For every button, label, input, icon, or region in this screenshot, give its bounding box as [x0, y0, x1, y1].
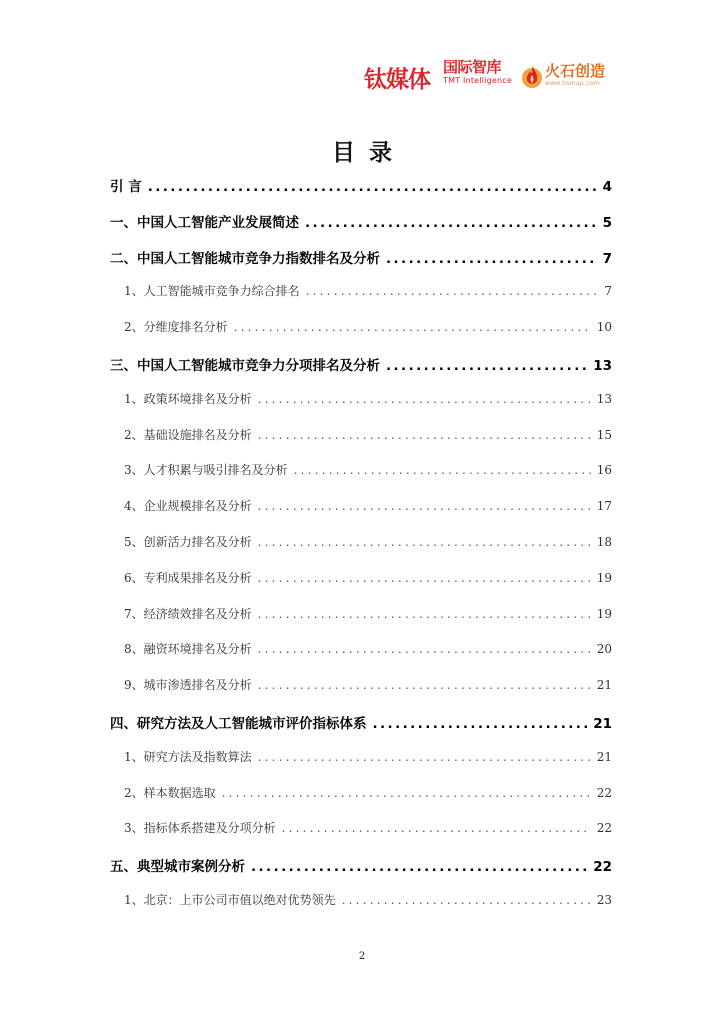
toc-page-number: 22 [593, 859, 612, 876]
page-number: 2 [358, 951, 366, 962]
toc-leader-dots [258, 678, 591, 692]
toc-label: 三、中国人工智能城市竞争力分项排名及分析 [110, 358, 380, 374]
toc-leader-dots [258, 642, 591, 656]
toc-subsection[interactable] [124, 748, 612, 765]
toc-section[interactable] [110, 211, 612, 231]
toc-page-number: 13 [593, 358, 612, 374]
toc-page-number: 4 [602, 179, 612, 195]
toc-page-number: 15 [596, 427, 612, 442]
toc-label: 引 言 [110, 179, 142, 195]
toc-label: 5、创新活力排名及分析 [124, 535, 252, 549]
toc-label: 五、典型城市案例分析 [110, 859, 245, 876]
toc-subsection[interactable] [124, 819, 612, 836]
toc-leader-dots [305, 215, 597, 231]
hsmap-en: www.hsmap.com [545, 80, 600, 87]
toc-leader-dots [373, 716, 588, 732]
toc-subsection[interactable] [124, 533, 612, 550]
toc-label: 7、经济绩效排名及分析 [124, 606, 252, 621]
toc-page-number: 13 [596, 391, 612, 406]
toc-subsection[interactable] [124, 784, 612, 801]
toc-subsection[interactable] [124, 497, 612, 514]
page-title: 目录 [332, 139, 406, 166]
toc-label: 6、专利成果排名及分析 [124, 570, 252, 585]
toc-leader-dots [258, 499, 591, 513]
toc-page-number: 19 [596, 606, 612, 621]
toc-section[interactable] [110, 712, 612, 732]
toc-subsection[interactable] [124, 282, 612, 299]
toc-label: 二、中国人工智能城市竞争力指数排名及分析 [110, 250, 380, 267]
toc-subsection[interactable] [124, 605, 612, 622]
toc-label: 1、人工智能城市竞争力综合排名 [124, 284, 300, 299]
toc-subsection[interactable] [124, 426, 612, 443]
toc-page-number: 7 [604, 284, 612, 299]
toc-section[interactable] [110, 175, 612, 195]
toc-leader-dots [282, 821, 591, 835]
tmt-intelligence-en: TMT Intelligence [443, 76, 512, 85]
tmtpost-logo: 钛媒体 [364, 67, 430, 93]
toc-leader-dots [386, 358, 587, 374]
toc-label: 3、人才积累与吸引排名及分析 [124, 463, 288, 478]
toc-subsection[interactable] [124, 640, 612, 657]
toc-label: 8、融资环境排名及分析 [124, 642, 252, 657]
toc-leader-dots [342, 893, 591, 907]
toc-section[interactable] [110, 247, 612, 267]
toc-page-number: 5 [602, 214, 612, 231]
toc-page-number: 18 [596, 535, 612, 549]
toc-label: 1、北京：上市公司市值以绝对优势领先 [124, 893, 336, 907]
flame-icon [521, 63, 543, 89]
toc-page-number: 7 [602, 250, 612, 267]
toc-label: 四、研究方法及人工智能城市评价指标体系 [110, 716, 367, 732]
toc-leader-dots [294, 463, 591, 477]
toc-subsection[interactable] [124, 461, 612, 478]
toc-subsection[interactable] [124, 676, 612, 693]
toc-leader-dots [258, 428, 591, 442]
hsmap-logo [545, 63, 605, 88]
tmt-intelligence-cn: 国际智库 [443, 58, 502, 76]
toc-page-number: 22 [596, 785, 612, 800]
toc-label: 2、基础设施排名及分析 [124, 427, 252, 442]
toc-label: 一、中国人工智能产业发展简述 [110, 214, 299, 231]
toc-leader-dots [258, 571, 591, 585]
toc-page-number: 22 [596, 821, 612, 836]
toc-label: 9、城市渗透排名及分析 [124, 678, 252, 693]
toc-page-number: 21 [596, 749, 612, 764]
toc-label: 2、样本数据选取 [124, 785, 216, 800]
toc-page-number: 16 [596, 463, 612, 478]
toc-page-number: 10 [596, 320, 612, 335]
toc-leader-dots [258, 392, 591, 406]
toc-subsection[interactable] [124, 569, 612, 586]
toc-leader-dots [251, 859, 587, 875]
toc-leader-dots [222, 786, 591, 800]
toc-subsection[interactable] [124, 891, 612, 908]
toc-page-number: 21 [596, 678, 612, 693]
toc-label: 3、指标体系搭建及分项分析 [124, 821, 276, 836]
toc-label: 2、分维度排名分析 [124, 320, 228, 335]
toc-label: 1、研究方法及指数算法 [124, 749, 252, 764]
toc-label: 4、企业规模排名及分析 [124, 499, 252, 514]
toc-subsection[interactable] [124, 318, 612, 335]
tmt-intelligence-logo [443, 59, 523, 86]
toc-subsection[interactable] [124, 390, 612, 407]
toc-leader-dots [386, 251, 597, 267]
toc-leader-dots [306, 284, 599, 298]
header-logos [364, 57, 614, 93]
toc-section[interactable] [110, 354, 612, 374]
toc-leader-dots [234, 320, 591, 334]
toc-label: 1、政策环境排名及分析 [124, 391, 252, 406]
toc-leader-dots [258, 607, 591, 621]
toc-page-number: 19 [596, 570, 612, 585]
toc-leader-dots [258, 750, 591, 764]
toc-page-number: 20 [596, 642, 612, 657]
toc-leader-dots [148, 179, 597, 195]
toc-section[interactable] [110, 855, 612, 875]
toc-page-number: 21 [593, 716, 612, 732]
toc-page-number: 17 [596, 499, 612, 514]
toc-leader-dots [258, 535, 591, 549]
toc-page-number: 23 [596, 893, 612, 907]
hsmap-cn: 火石创造 [545, 62, 606, 80]
